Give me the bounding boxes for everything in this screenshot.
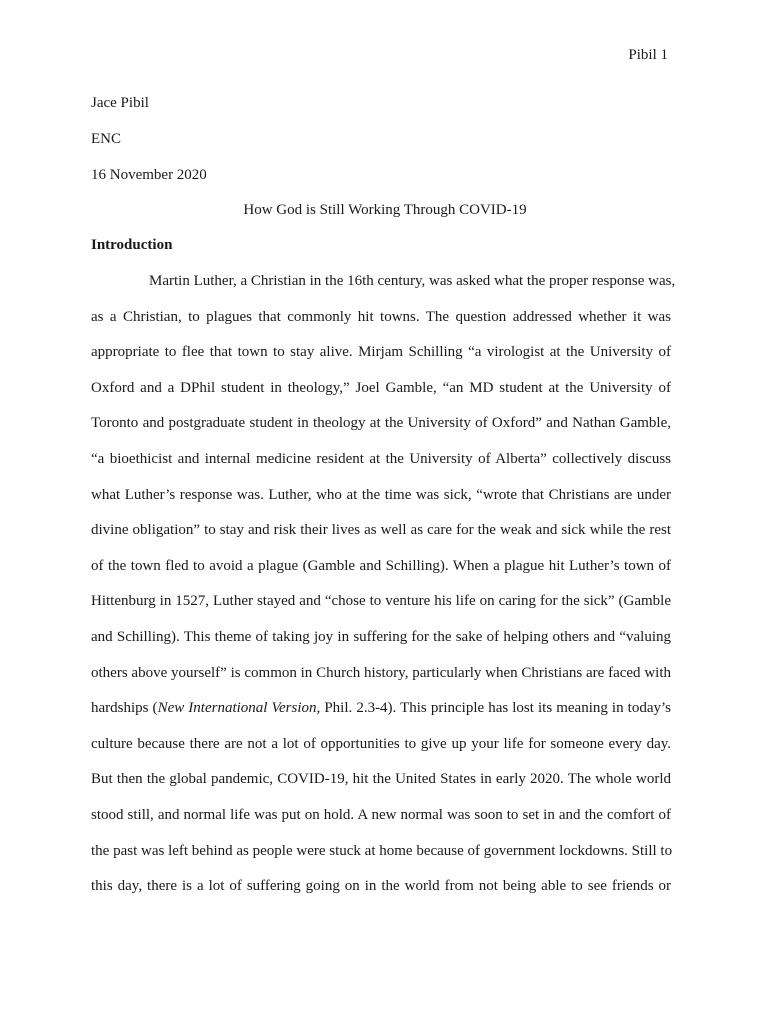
paragraph-line: divine obligation” to stay and risk their lives as well as care for the weak and sick while the rest: [91, 522, 671, 539]
paragraph-line: this day, there is a lot of suffering going on in the world from not being able to see friends or: [91, 878, 671, 895]
introduction-paragraph: [91, 270, 676, 911]
paragraph-line: and Schilling). This theme of taking joy in suffering for the sake of helping others and “valuing: [91, 628, 671, 645]
paragraph-line: appropriate to flee that town to stay alive. Mirjam Schilling “a virologist at the University of: [91, 344, 671, 361]
paragraph-line: Oxford and a DPhil student in theology,” Joel Gamble, “an MD student at the University of: [91, 379, 671, 396]
bible-version-citation: New International Version,: [157, 700, 321, 717]
paragraph-line: But then the global pandemic, COVID-19, hit the United States in early 2020. The whole world: [91, 771, 671, 788]
paragraph-line: “a bioethicist and internal medicine resident at the University of Alberta” collectively discuss: [91, 450, 671, 467]
paragraph-line: Toronto and postgraduate student in theology at the University of Oxford” and Nathan Gamble,: [91, 415, 671, 432]
paragraph-line: culture because there are not a lot of opportunities to give up your life for someone every day.: [91, 735, 671, 752]
paragraph-text: Phil. 2.3-4). This principle has lost its meaning in today’s: [320, 700, 671, 717]
paragraph-line: stood still, and normal life was put on hold. A new normal was soon to set in and the comfort of: [91, 806, 671, 823]
paragraph-line: of the town fled to avoid a plague (Gamble and Schilling). When a plague hit Luther’s town of: [91, 557, 671, 574]
paragraph-line-with-citation: [91, 697, 671, 733]
paragraph-line: as a Christian, to plagues that commonly hit towns. The question addressed whether it was: [91, 308, 671, 325]
course-name: ENC: [91, 131, 121, 147]
paragraph-line: others above yourself” is common in Church history, particularly when Christians are faced with: [91, 664, 671, 681]
section-heading-introduction: Introduction: [91, 237, 173, 253]
document-date: 16 November 2020: [91, 167, 207, 183]
paragraph-line: Martin Luther, a Christian in the 16th century, was asked what the proper response was,: [149, 273, 676, 289]
paragraph-line: what Luther’s response was. Luther, who at the time was sick, “wrote that Christians are under: [91, 486, 671, 503]
paragraph-line: Hittenburg in 1527, Luther stayed and “chose to venture his life on caring for the sick” (Gamble: [91, 593, 671, 610]
paragraph-line: the past was left behind as people were stuck at home because of government lockdowns. Still to: [91, 842, 673, 859]
paragraph-text: hardships (: [91, 700, 158, 717]
author-name: Jace Pibil: [91, 95, 149, 111]
essay-title: How God is Still Working Through COVID-19: [243, 202, 527, 218]
running-header-page-number: Pibil 1: [628, 47, 668, 63]
